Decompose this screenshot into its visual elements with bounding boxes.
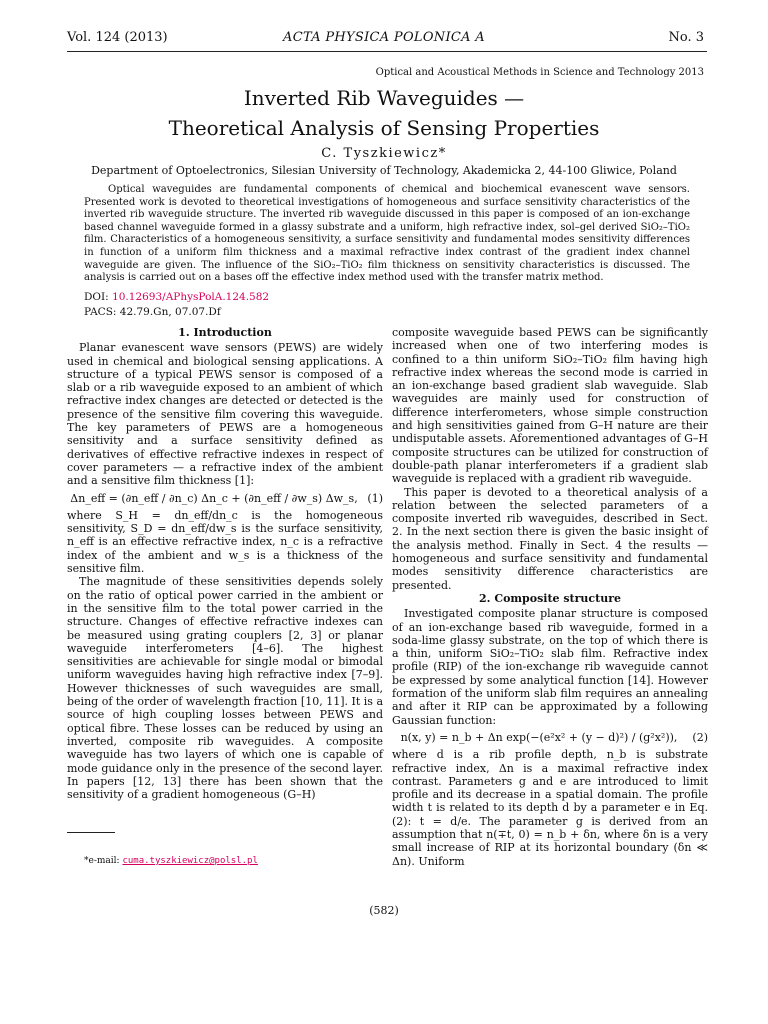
equation-number: (2) — [692, 730, 708, 744]
author-name: C. Tyszkiewicz* — [321, 146, 447, 161]
header-rule — [67, 51, 707, 52]
paragraph: where d is a rib profile depth, n_b is substrate refractive index, Δn is a maximal refractive index contrast. Parameters g and e are introduced to limit profile and its decrease in a spatial domain. The profile width t is related to its depth d by a parameter e in Eq. (2): t = d/e. The parameter g is derived from an assumption that n(∓t, 0) = n_b + δn, where δn is a very small increase of RIP at its horizontal boundary (δn ≪ Δn). Uniform — [392, 748, 708, 868]
paragraph: Planar evanescent wave sensors (PEWS) are widely used in chemical and biological sensing applications. A structure of a typical PEWS sensor is composed of a slab or a rib waveguide exposed to an ambient of which refractive index changes are detected or detected is the presence of the sensitive film covering this waveguide. The key parameters of PEWS are a homogeneous sensitivity and a surface sensitivity defined as derivatives of effective refractive indexes in respect of cover parameters — a refractive index of the ambient and a sensitive film thickness [1]: — [67, 341, 383, 488]
paragraph: composite waveguide based PEWS can be significantly increased when one of two interfering modes is confined to a thin uniform SiO₂–TiO₂ film having high refractive index whereas the second mode is carried in an ion-exchange based gradient slab waveguide. Slab waveguides are mainly used for construction of difference interferometers, whose simple construction and high sensitivities gained from G–H nature are their undisputable assets. Aforementioned advantages of G–H composite structures can be utilized for construction of double-path planar interferometers if a gradient slab waveguide is replaced with a gradient rib waveguide. — [392, 326, 708, 486]
footnote-rule — [67, 832, 115, 833]
section-heading-introduction: 1. Introduction — [178, 326, 272, 339]
doi-label: DOI: — [84, 291, 109, 303]
paragraph: The magnitude of these sensitivities depends solely on the ratio of optical power carried in the ambient or in the sensitive film to the total power carried in the structure. Changes of effective refractive indexes can be measured using grating couplers [2, 3] or planar waveguide interferometers [4–6]. The highest sensitivities are achievable for single modal or bimodal uniform waveguides having high refractive index [7–9]. However thicknesses of such waveguides are small, being of the order of wavelength fraction [10, 11]. It is a source of high coupling losses between PEWS and optical fibre. These losses can be reduced by using an inverted, composite rib waveguides. A composite waveguide has two layers of which one is capable of mode guidance only in the presence of the second layer. In papers [12, 13] there has been shown that the sensitivity of a gradient homogeneous (G–H) — [67, 575, 383, 802]
paragraph: This paper is devoted to a theoretical analysis of a relation between the selected parameters of a composite inverted rib waveguides, described in Sect. 2. In the next section there is given the basic insight of the analysis method. Finally in Sect. 4 the results — homogeneous and surface sensitivity and fundamental modes sensitivity difference characteristics are presented. — [392, 485, 708, 592]
right-column — [392, 326, 708, 868]
paragraph: Investigated composite planar structure is composed of an ion-exchange based rib waveguide, formed in a soda-lime glassy substrate, on the top of which there is a thin, uniform SiO₂–TiO₂ slab film. Refractive index profile (RIP) of the ion-exchange rib waveguide cannot be expressed by some analytical function [14]. However formation of the uniform slab film requires an annealing and after it RIP can be approximated by a following Gaussian function: — [392, 607, 708, 727]
author-affiliation: Department of Optoelectronics, Silesian University of Technology, Akademicka 2, 44-100 Gliwice, Poland — [91, 164, 677, 177]
equation-number: (1) — [367, 491, 383, 505]
conference-label: Optical and Acoustical Methods in Science and Technology 2013 — [375, 67, 704, 78]
doi-line — [84, 291, 269, 303]
paragraph: where S_H = dn_eff/dn_c is the homogeneous sensitivity, S_D = dn_eff/dw_s is the surface sensitivity, n_eff is an effective refractive index, n_c is a refractive index of the ambient and w_s is a thickness of the sensitive film. — [67, 508, 383, 576]
paper-title-line-1: Inverted Rib Waveguides — — [243, 86, 525, 110]
equation-1 — [67, 492, 383, 505]
doi-link[interactable]: 10.12693/APhysPolA.124.582 — [112, 291, 270, 303]
page-number: (582) — [369, 904, 399, 917]
left-column — [67, 326, 383, 801]
issue-label: No. 3 — [668, 30, 704, 45]
section-heading-composite-structure: 2. Composite structure — [479, 591, 621, 605]
paper-title-line-2: Theoretical Analysis of Sensing Properties — [168, 116, 600, 140]
footnote-label: *e-mail: — [84, 856, 120, 866]
equation-body: n(x, y) = n_b + Δn exp(−(e²x² + (y − d)²) / (g²x²)), — [400, 730, 678, 744]
abstract — [84, 184, 690, 285]
abstract-text: Optical waveguides are fundamental components of chemical and biochemical evanescent wave sensors. Presented work is devoted to theoretical investigations of homogeneous and surface sensitivity characteristics of the inverted rib waveguide structure. The inverted rib waveguide discussed in this paper is composed of an ion-exchange based channel waveguide formed in a glassy substrate and a uniform, high refractive index, sol–gel derived SiO₂–TiO₂ film. Characteristics of a homogeneous sensitivity, a surface sensitivity and fundamental modes sensitivity differences in function of a uniform film thickness and a maximal refractive index contrast of the gradient index channel waveguide are given. The influence of the SiO₂–TiO₂ film thickness on sensitivity characteristics is discussed. The analysis is carried out on a bases off the effective index method used with the transfer matrix method. — [84, 184, 690, 284]
volume-label: Vol. 124 (2013) — [67, 30, 168, 45]
equation-2 — [392, 731, 708, 744]
journal-name: ACTA PHYSICA POLONICA A — [283, 30, 485, 45]
pacs-line: PACS: 42.79.Gn, 07.07.Df — [84, 306, 221, 318]
footnote — [84, 856, 258, 866]
author-email-link[interactable]: cuma.tyszkiewicz@polsl.pl — [122, 856, 258, 866]
equation-body: Δn_eff = (∂n_eff / ∂n_c) Δn_c + (∂n_eff / ∂w_s) Δw_s, — [70, 491, 358, 505]
